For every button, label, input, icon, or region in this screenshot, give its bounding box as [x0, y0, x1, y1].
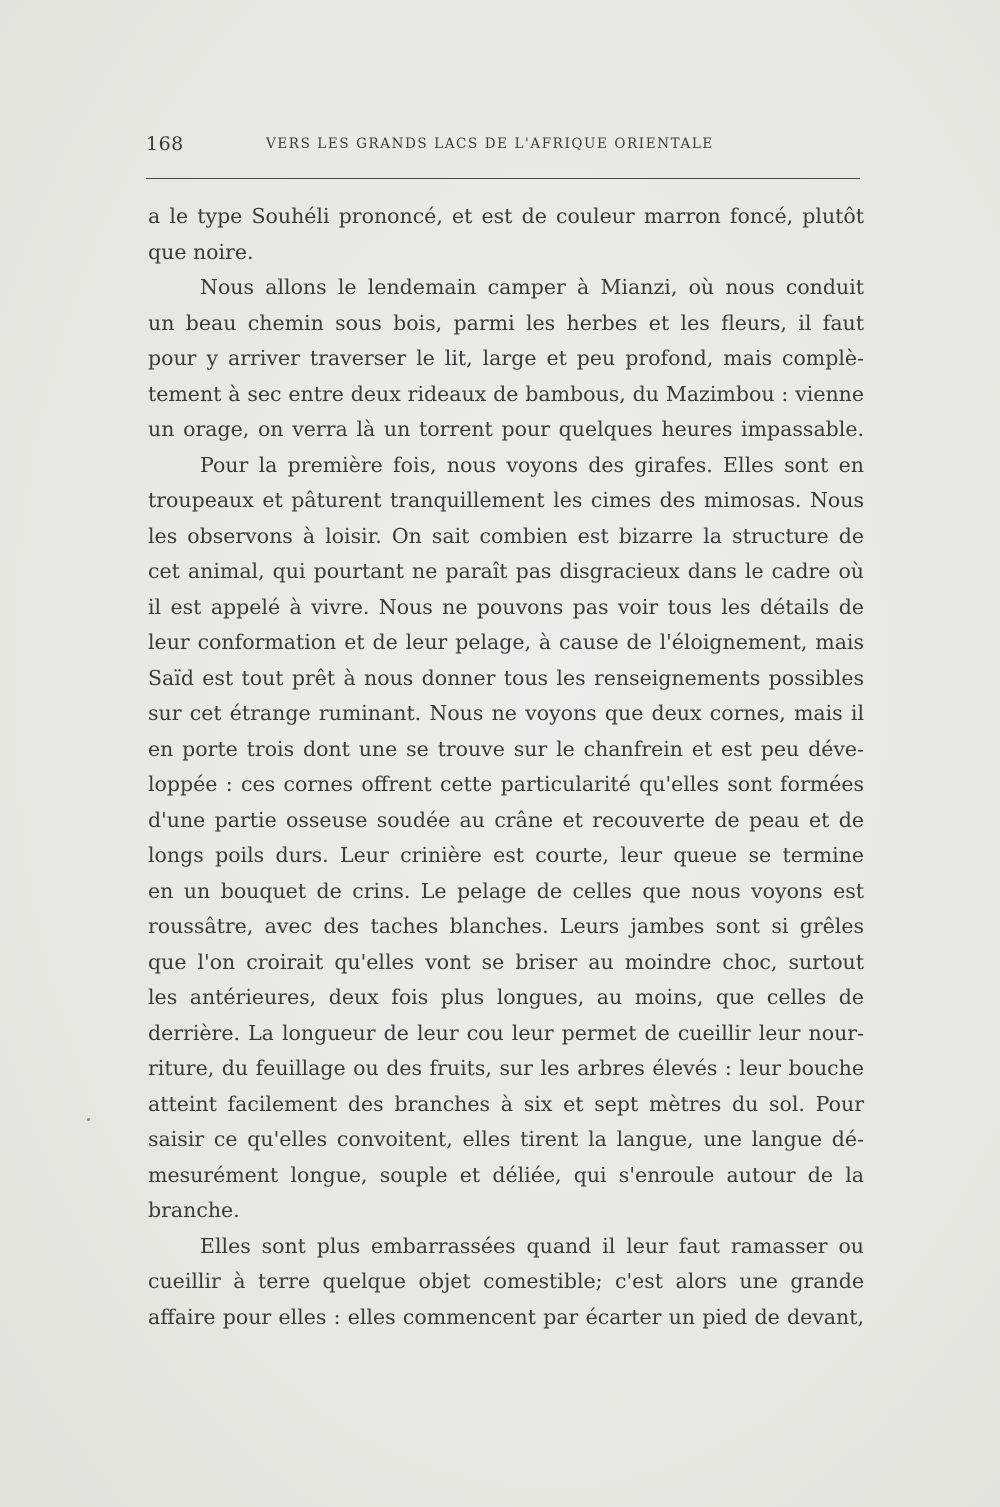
- text-line: saisir ce qu'elles convoitent, elles tirent la langue, une langue dé-: [148, 1127, 864, 1151]
- text-line: en porte trois dont une se trouve sur le chanfrein et est peu déve-: [148, 736, 864, 761]
- text-line: longs poils durs. Leur crinière est courte, leur queue se termine: [148, 843, 864, 867]
- text-line: les antérieures, deux fois plus longues, au moins, que celles de: [148, 985, 864, 1009]
- text-line: a le type Souhéli prononcé, et est de couleur marron foncé, plutôt: [148, 204, 864, 228]
- body-text: [148, 199, 864, 1335]
- text-line: Pour la première fois, nous voyons des girafes. Elles sont en: [200, 452, 864, 477]
- text-line: pour y arriver traverser le lit, large et peu profond, mais complè-: [148, 346, 864, 370]
- running-title: VERS LES GRANDS LACS DE L'AFRIQUE ORIENTALE: [266, 136, 714, 152]
- text-line: que noire.: [148, 239, 254, 264]
- text-line: d'une partie osseuse soudée au crâne et recouverte de peau et de: [148, 807, 864, 832]
- text-line: il est appelé à vivre. Nous ne pouvons pas voir tous les détails de: [148, 594, 864, 619]
- page-header: [146, 133, 860, 163]
- text-line: riture, du feuillage ou des fruits, sur les arbres élevés : leur bouche: [148, 1056, 864, 1080]
- text-line: cueillir à terre quelque objet comestible; c'est alors une grande: [148, 1269, 864, 1293]
- text-line: en un bouquet de crins. Le pelage de celles que nous voyons est: [148, 878, 864, 903]
- text-line: atteint facilement des branches à six et sept mètres du sol. Pour: [148, 1091, 864, 1116]
- text-line: Nous allons le lendemain camper à Mianzi, où nous conduit: [200, 275, 864, 299]
- margin-speck: [87, 1118, 90, 1121]
- text-line: troupeaux et pâturent tranquillement les cimes des mimosas. Nous: [148, 488, 864, 512]
- text-line: mesurément longue, souple et déliée, qui s'enroule autour de la: [148, 1162, 864, 1187]
- text-line: affaire pour elles : elles commencent par écarter un pied de devant,: [148, 1304, 864, 1329]
- text-line: un beau chemin sous bois, parmi les herbes et les fleurs, il faut: [148, 310, 864, 335]
- text-line: branche.: [148, 1198, 240, 1222]
- text-line: roussâtre, avec des taches blanches. Leurs jambes sont si grêles: [148, 914, 864, 938]
- header-rule: [146, 178, 860, 179]
- text-line: Saïd est tout prêt à nous donner tous les renseignements possibles: [148, 665, 864, 690]
- text-line: leur conformation et de leur pelage, à cause de l'éloignement, mais: [148, 630, 864, 654]
- text-line: que l'on croirait qu'elles vont se briser au moindre choc, surtout: [148, 949, 864, 974]
- text-line: cet animal, qui pourtant ne paraît pas disgracieux dans le cadre où: [148, 559, 864, 583]
- text-line: un orage, on verra là un torrent pour quelques heures impassable.: [148, 417, 864, 441]
- text-line: Elles sont plus embarrassées quand il leur faut ramasser ou: [200, 1233, 864, 1258]
- text-line: derrière. La longueur de leur cou leur permet de cueillir leur nour-: [148, 1020, 864, 1045]
- page-number: 168: [146, 133, 184, 155]
- text-line: sur cet étrange ruminant. Nous ne voyons que deux cornes, mais il: [148, 701, 864, 725]
- text-line: loppée : ces cornes offrent cette particularité qu'elles sont formées: [148, 772, 864, 796]
- text-line: les observons à loisir. On sait combien est bizarre la structure de: [148, 523, 864, 548]
- text-line: tement à sec entre deux rideaux de bambous, du Mazimbou : vienne: [148, 381, 864, 406]
